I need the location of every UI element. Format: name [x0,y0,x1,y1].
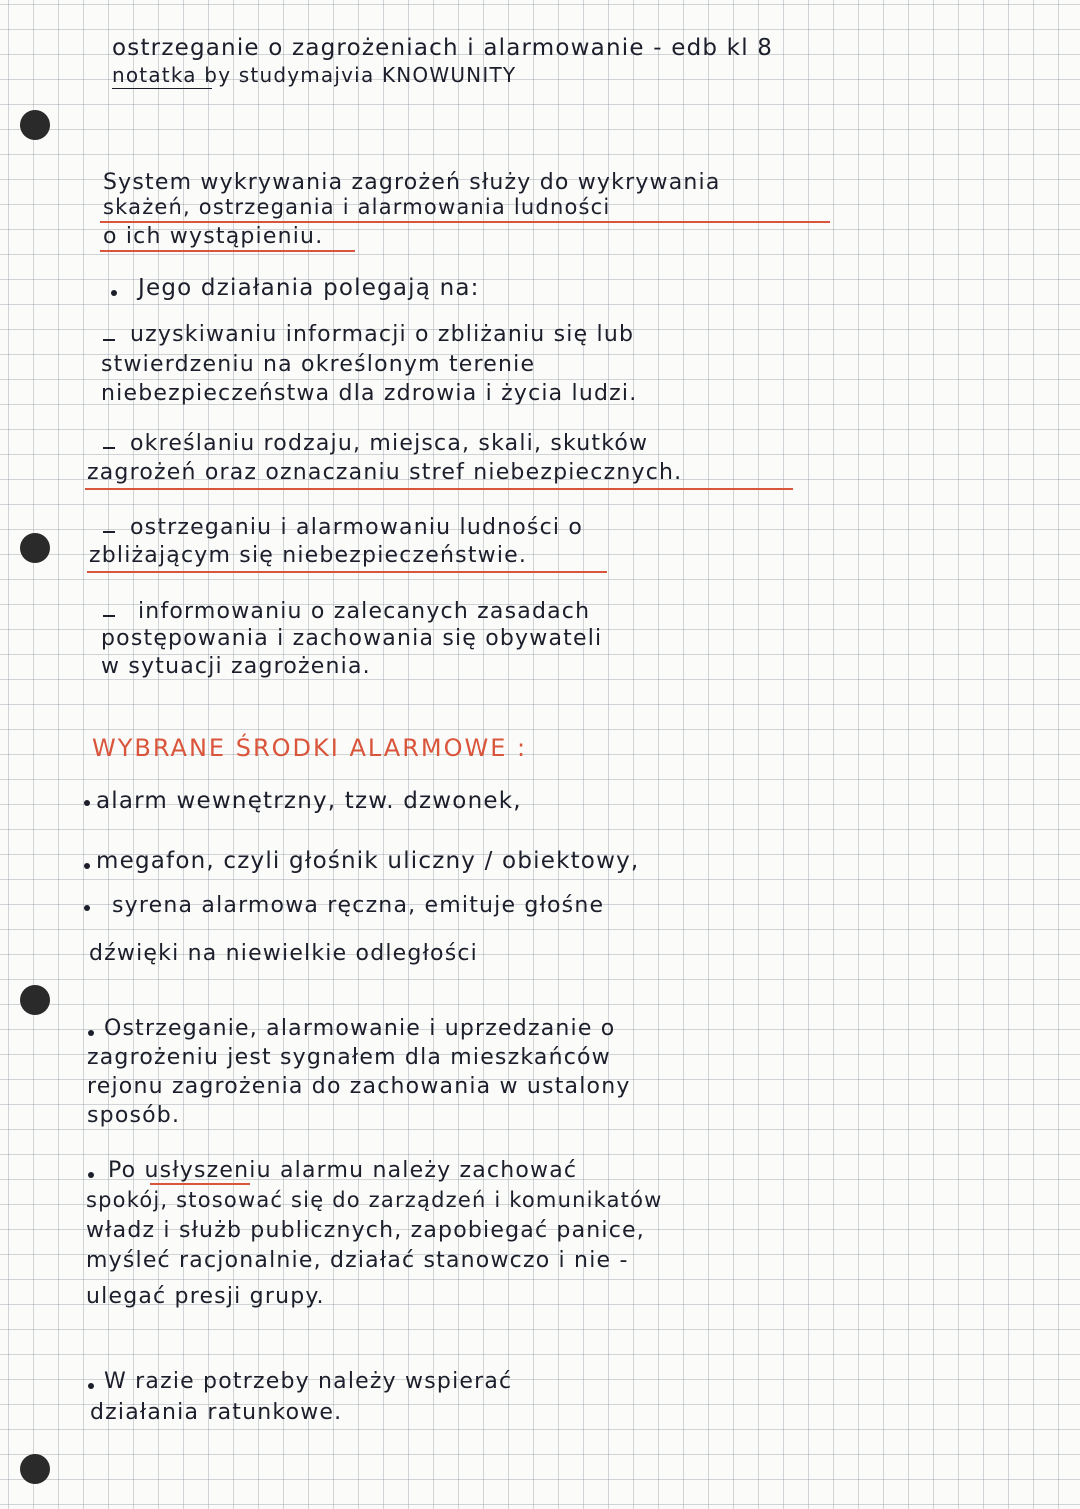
note-line: zagrożeniu jest sygnałem dla mieszkańców [87,1045,611,1070]
intro-line: System wykrywania zagrożeń służy do wykrywania [103,170,721,195]
dash-marker [103,447,115,449]
note-line: Ostrzeganie, alarmowanie i uprzedzanie o [104,1016,616,1041]
note-line: władz i służb publicznych, zapobiegać panice, [86,1218,645,1243]
alarm-means-line: alarm wewnętrzny, tzw. dzwonek, [96,788,522,814]
activity-line: postępowania i zachowania się obywateli [101,626,603,651]
note-line: myśleć racjonalnie, działać stanowczo i nie - [86,1248,629,1273]
subtitle-underline [112,88,212,89]
activity-line: uzyskiwaniu informacji o zbliżaniu się lub [130,322,635,347]
bullet-dot [111,290,117,296]
section-heading: Jego działania polegają na: [138,275,480,301]
bullet-dot [88,1172,94,1178]
note-line: rejonu zagrożenia do zachowania w ustalony [87,1074,631,1099]
alarm-means-line: dźwięki na niewielkie odległości [89,941,478,966]
dash-marker [103,339,115,341]
activity-line: informowaniu o zalecanych zasadach [138,599,591,624]
intro-red-underline [100,221,830,223]
punch-hole [20,1454,50,1484]
activity-line: określaniu rodzaju, miejsca, skali, skutków [130,431,649,456]
activity-line: stwierdzeniu na określonym terenie [101,352,536,377]
page-title: ostrzeganie o zagrożeniach i alarmowanie - edb kl 8 [112,35,774,61]
note-line: W razie potrzeby należy wspierać [104,1369,513,1394]
note-red-underline [150,1183,250,1185]
activity-red-underline [87,571,607,573]
note-line: działania ratunkowe. [90,1400,343,1425]
page-subtitle: notatka by studymajvia KNOWUNITY [112,63,517,87]
activity-red-underline [85,488,793,490]
bullet-dot [84,905,90,911]
intro-line: o ich wystąpieniu. [103,224,324,249]
note-line: sposób. [87,1103,181,1128]
section-heading-red: WYBRANE ŚRODKI ALARMOWE : [92,734,528,762]
punch-hole [20,985,50,1015]
activity-line: zbliżającym się niebezpieczeństwie. [89,543,528,568]
activity-line: zagrożeń oraz oznaczaniu stref niebezpiecznych. [87,460,683,485]
dash-marker [103,531,115,533]
note-line: ulegać presji grupy. [86,1284,325,1309]
note-line: Po usłyszeniu alarmu należy zachować [108,1158,578,1183]
bullet-dot [84,863,90,869]
note-line: spokój, stosować się do zarządzeń i komunikatów [86,1188,663,1212]
punch-hole [20,533,50,563]
alarm-means-line: megafon, czyli głośnik uliczny / obiektowy, [96,848,640,874]
activity-line: w sytuacji zagrożenia. [101,654,371,679]
activity-line: niebezpieczeństwa dla zdrowia i życia ludzi. [101,381,638,406]
dash-marker [103,615,115,617]
punch-hole [20,110,50,140]
intro-red-underline [100,250,355,252]
bullet-dot [84,800,90,806]
intro-line: skażeń, ostrzegania i alarmowania ludności [103,195,611,219]
bullet-dot [88,1383,94,1389]
alarm-means-line: syrena alarmowa ręczna, emituje głośne [112,893,605,918]
activity-line: ostrzeganiu i alarmowaniu ludności o [130,515,584,540]
bullet-dot [88,1030,94,1036]
